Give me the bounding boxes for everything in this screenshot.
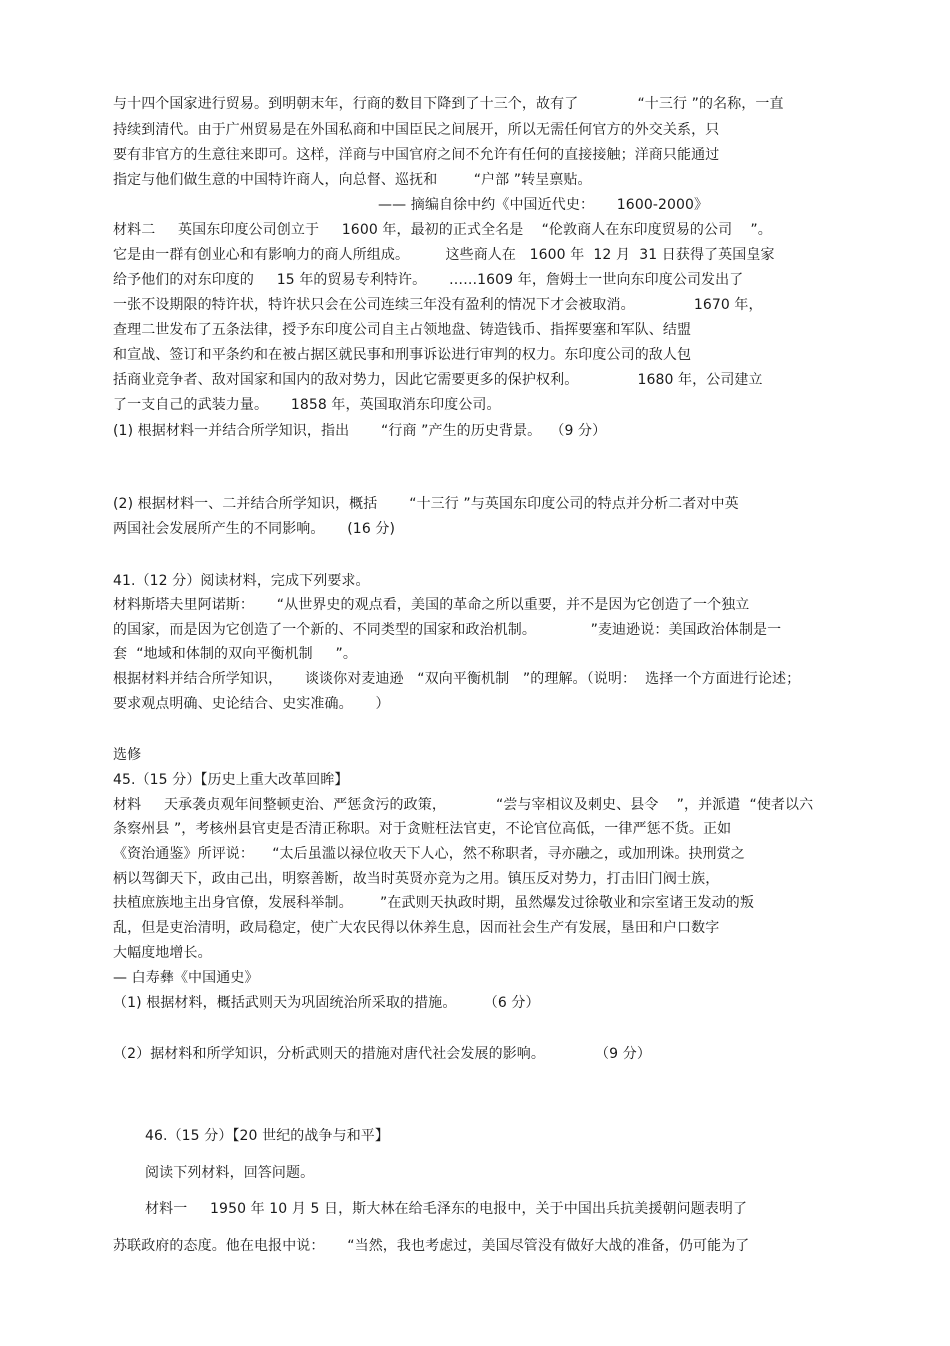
- source-citation: —— 摘编自徐中约《中国近代史： 1600-2000》: [378, 197, 709, 213]
- text-line: 指定与他们做生意的中国特许商人，向总督、巡抚和 “户部 ”转呈禀贴。: [113, 172, 592, 188]
- text-line: 查理二世发布了五条法律，授予东印度公司自主占领地盘、铸造钱币、指挥要塞和军队、结盟: [113, 322, 692, 338]
- text-line: 根据材料并结合所学知识， 谈谈你对麦迪逊 “双向平衡机制 ”的理解。（说明： 选择一个方面进行论述；: [113, 671, 801, 687]
- question-item: （2）据材料和所学知识，分析武则天的措施对唐代社会发展的影响。 （9 分）: [113, 1046, 651, 1062]
- text-line: 它是由一群有创业心和有影响力的商人所组成。 这些商人在 1600 年 12 月 31 日获得了英国皇家: [113, 247, 775, 263]
- text-line: 给予他们的对东印度的 15 年的贸易专利特许。 ……1609 年，詹姆士一世向东印度公司发出了: [113, 272, 744, 288]
- text-line: 苏联政府的态度。他在电报中说： “当然，我也考虑过，美国尽管没有做好大战的准备，仍可能为了: [113, 1238, 750, 1254]
- text-line: 材料 天承袭贞观年间整顿吏治、严惩贪污的政策， “尝与宰相议及刺史、县令 ”，并派遣 “使者以六: [113, 797, 814, 813]
- text-line: 一张不设期限的特许状，特许状只会在公司连续三年没有盈利的情况下才会被取消。 1670 年，: [113, 297, 763, 313]
- question-heading: 46.（15 分）【20 世纪的战争与和平】: [145, 1128, 389, 1144]
- text-line: 《资治通鉴》所评说： “太后虽滥以禄位收天下人心，然不称职者，寻亦融之，或加刑诛。抉刑赏之: [113, 846, 745, 862]
- question-item: (2) 根据材料一、二并结合所学知识，概括 “十三行 ”与英国东印度公司的特点并分析二者对中英: [113, 496, 739, 512]
- text-line: 和宣战、签订和平条约和在被占据区就民事和刑事诉讼进行审判的权力。东印度公司的敌人包: [113, 347, 692, 363]
- text-line: 持续到清代。由于广州贸易是在外国私商和中国臣民之间展开，所以无需任何官方的外交关系，只: [113, 122, 720, 138]
- question-heading: 41.（12 分）阅读材料，完成下列要求。: [113, 573, 370, 589]
- text-line: 要求观点明确、史论结合、史实准确。 ）: [113, 696, 390, 712]
- source-citation: — 白寿彝《中国通史》: [113, 970, 259, 986]
- section-label: 选修: [113, 747, 142, 763]
- text-line: 括商业竞争者、敌对国家和国内的敌对势力，因此它需要更多的保护权利。 1680 年，公司建立: [113, 372, 763, 388]
- text-line: 扶植庶族地主出身官僚，发展科举制。 ”在武则天执政时期，虽然爆发过徐敬业和宗室诸王发动的叛: [113, 895, 754, 911]
- text-line: 两国社会发展所产生的不同影响。 (16 分): [113, 521, 396, 537]
- question-item: （1) 根据材料，概括武则天为巩固统治所采取的措施。 （6 分）: [113, 995, 540, 1011]
- text-line: 材料二 英国东印度公司创立于 1600 年，最初的正式全名是 “伦敦商人在东印度贸易的公司 ”。: [113, 222, 772, 238]
- text-line: 的国家，而是因为它创造了一个新的、不同类型的国家和政治机制。 ”麦迪逊说：美国政治体制是一: [113, 622, 782, 638]
- text-line: 阅读下列材料，回答问题。: [145, 1165, 315, 1181]
- text-line: 柄以驾御天下，政由己出，明察善断，故当时英贤亦竞为之用。镇压反对势力，打击旧门阀士族，: [113, 871, 720, 887]
- text-line: 了一支自己的武装力量。 1858 年，英国取消东印度公司。: [113, 397, 501, 413]
- text-line: 材料斯塔夫里阿诺斯： “从世界史的观点看，美国的革命之所以重要，并不是因为它创造了一个独立: [113, 597, 750, 613]
- text-line: 大幅度地增长。: [113, 945, 212, 961]
- text-line: 与十四个国家进行贸易。到明朝末年，行商的数目下降到了十三个，故有了 “十三行 ”的名称，一直: [113, 96, 784, 112]
- text-line: 材料一 1950 年 10 月 5 日，斯大林在给毛泽东的电报中，关于中国出兵抗美援朝问题表明了: [145, 1201, 748, 1217]
- question-heading: 45.（15 分）【历史上重大改革回眸】: [113, 772, 349, 788]
- text-line: 要有非官方的生意往来即可。这样，洋商与中国官府之间不允许有任何的直接接触；洋商只能通过: [113, 147, 720, 163]
- question-item: (1) 根据材料一并结合所学知识，指出 “行商 ”产生的历史背景。 （9 分）: [113, 423, 607, 439]
- text-line: 条察州县 ”，考核州县官吏是否清正称职。对于贪赃枉法官吏，不论官位高低，一律严惩不货。正如: [113, 821, 732, 837]
- text-line: 套 “地域和体制的双向平衡机制 ”。: [113, 646, 357, 662]
- text-line: 乱，但是吏治清明，政局稳定，使广大农民得以休养生息，因而社会生产有发展，垦田和户口数字: [113, 920, 720, 936]
